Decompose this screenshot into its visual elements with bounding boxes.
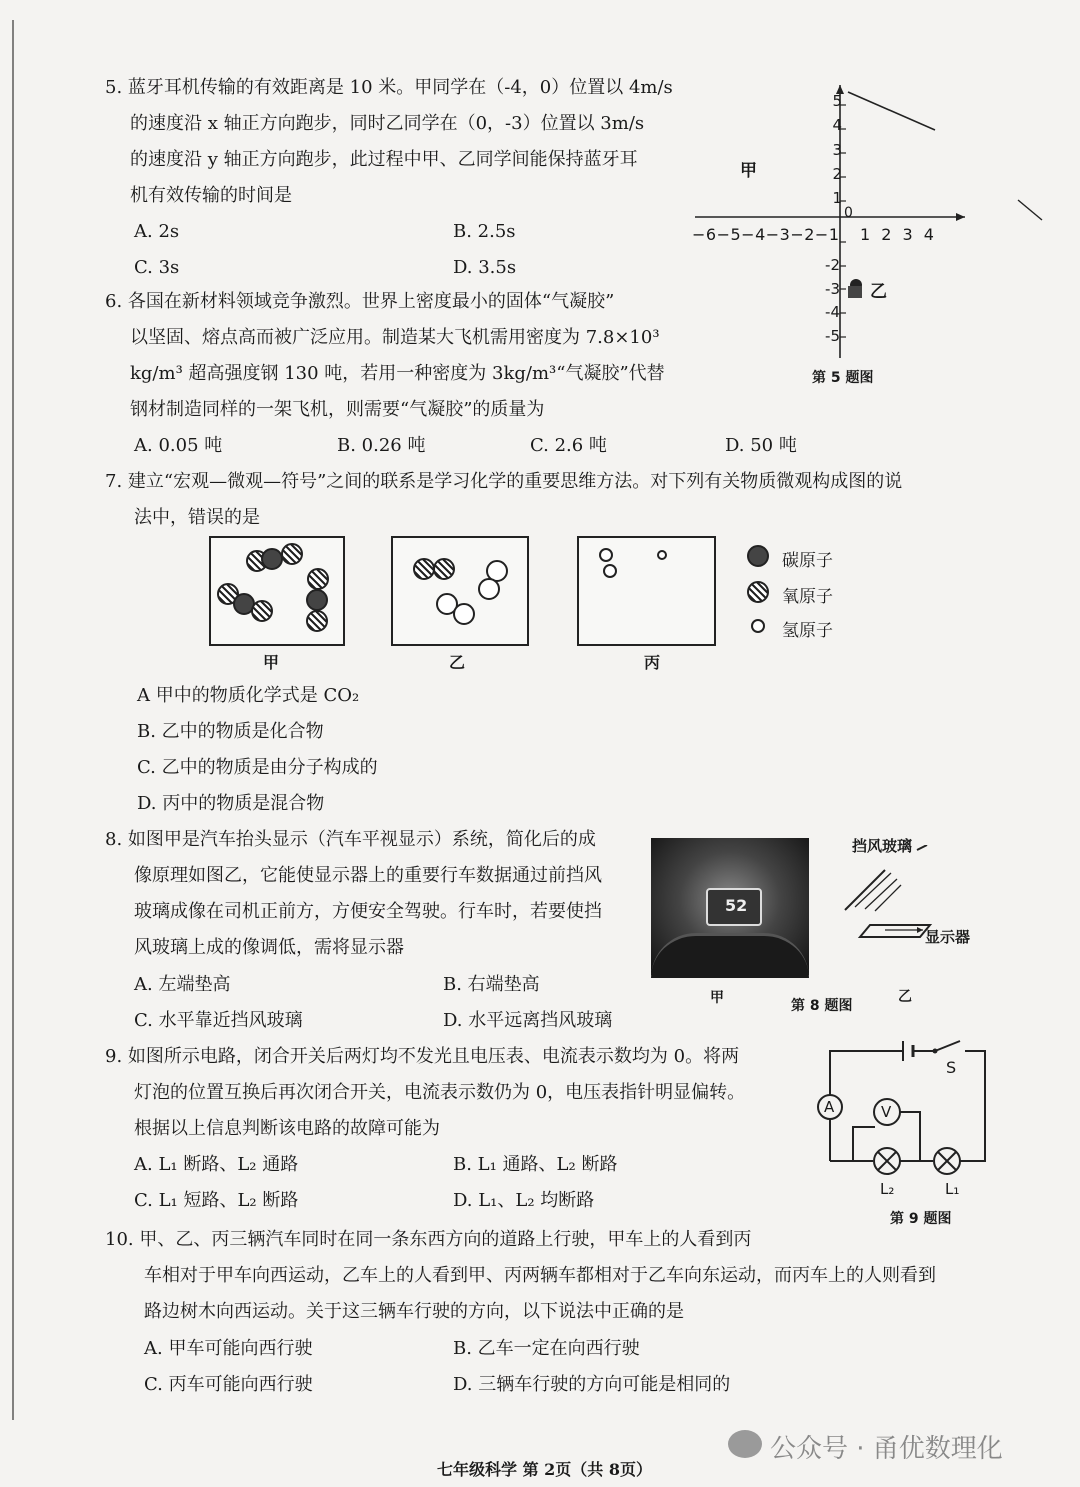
q5-origin-label: 0 [844, 205, 853, 221]
hydrogen-legend-icon [751, 619, 765, 633]
legend-carbon: 碳原子 [782, 551, 833, 571]
q6-option-b: B. 0.26 吨 [337, 435, 426, 456]
y-tick: 3 [832, 140, 842, 159]
q8-label-yi: 乙 [898, 989, 912, 1005]
q7-line1: 7. 建立“宏观—微观—符号”之间的联系是学习化学的重要思维方法。对下列有关物质微观构成图的说 [105, 471, 903, 492]
q5-line3: 的速度沿 y 轴正方向跑步，此过程中甲、乙同学间能保持蓝牙耳 [130, 149, 638, 170]
q7-option-d: D. 丙中的物质是混合物 [137, 793, 325, 814]
q5-option-b: B. 2.5s [453, 221, 516, 242]
hud-speed: 52 [725, 896, 748, 915]
hydrogen-atom [603, 564, 617, 578]
q8-option-b: B. 右端垫高 [443, 974, 540, 995]
q6-option-a: A. 0.05 吨 [134, 435, 223, 456]
q6-line3: kg/m³ 超高强度钢 130 吨，若用一种密度为 3kg/m³“气凝胶”代替 [130, 363, 665, 384]
oxygen-atom [306, 610, 328, 632]
q6-line2: 以坚固、熔点高而被广泛应用。制造某大飞机需用密度为 7.8×10³ [130, 327, 660, 348]
q5-y-tick-labels [822, 89, 842, 210]
q6-option-c: C. 2.6 吨 [530, 435, 607, 456]
oxygen-legend-icon [747, 581, 769, 603]
q5-x-ticks-negative: −6−5−4−3−2−1 [692, 225, 840, 244]
q6-line1: 6. 各国在新材料领域竞争激烈。世界上密度最小的固体“气凝胶” [105, 291, 615, 312]
y-tick: -2 [825, 256, 840, 274]
y-tick: 4 [832, 116, 842, 135]
q10-option-b: B. 乙车一定在向西行驶 [453, 1338, 640, 1359]
q5-label-yi: 乙 [870, 282, 887, 302]
q8-line2: 像原理如图乙，它能使显示器上的重要行车数据通过前挡风 [134, 865, 602, 886]
q8-option-c: C. 水平靠近挡风玻璃 [134, 1010, 303, 1031]
q8-line4: 风玻璃上成的像调低，需将显示器 [134, 937, 404, 958]
q5-line2: 的速度沿 x 轴正方向跑步，同时乙同学在（0，-3）位置以 3m/s [130, 113, 645, 134]
q9-option-b: B. L₁ 通路、L₂ 断路 [453, 1154, 618, 1175]
oxygen-atom [413, 558, 435, 580]
q8-line1: 8. 如图甲是汽车抬头显示（汽车平视显示）系统，简化后的成 [105, 829, 596, 850]
q10-line1: 10. 甲、乙、丙三辆汽车同时在同一条东西方向的道路上行驶，甲车上的人看到丙 [105, 1229, 752, 1250]
oxygen-atom [307, 568, 329, 590]
carbon-atom [306, 589, 328, 611]
ammeter-label: A [824, 1098, 835, 1116]
page-footer: 七年级科学 第 2页（共 8页） [437, 1460, 652, 1479]
carbon-legend-icon [747, 545, 769, 567]
q5-y-tick-labels-neg [812, 254, 840, 349]
hydrogen-atom [599, 548, 613, 562]
y-tick: 1 [832, 189, 842, 208]
oxygen-atom [433, 558, 455, 580]
q7-line2: 法中，错误的是 [134, 507, 260, 528]
q7-label-jia: 甲 [263, 653, 280, 672]
q8-option-d: D. 水平远离挡风玻璃 [443, 1010, 613, 1031]
q7-option-b: B. 乙中的物质是化合物 [137, 721, 324, 742]
voltmeter-label: V [881, 1103, 892, 1121]
q8-figure-caption: 第 8 题图 [791, 998, 853, 1014]
page-edge-line [12, 20, 14, 1420]
q9-option-d: D. L₁、L₂ 均断路 [453, 1190, 595, 1211]
hud-optics-diagram [835, 845, 945, 955]
q10-option-a: A. 甲车可能向西行驶 [144, 1338, 313, 1359]
q5-label-jia: 甲 [740, 161, 757, 181]
hud-photo [651, 838, 809, 975]
q9-line3: 根据以上信息判断该电路的故障可能为 [134, 1118, 440, 1139]
lamp-l1-label: L₁ [945, 1180, 960, 1198]
windshield-label: 挡风玻璃 [852, 837, 913, 855]
q7-label-bing: 丙 [644, 653, 661, 672]
switch-label: S [946, 1058, 957, 1077]
q10-line2: 车相对于甲车向西运动，乙车上的人看到甲、丙两辆车都相对于乙车向东运动，而丙车上的人则看到 [144, 1265, 936, 1286]
q8-label-jia: 甲 [710, 990, 724, 1006]
q9-line2: 灯泡的位置互换后再次闭合开关，电流表示数仍为 0，电压表指针明显偏转。 [134, 1082, 746, 1103]
q5-option-c: C. 3s [134, 257, 180, 278]
oxygen-atom [251, 600, 273, 622]
hydrogen-atom [453, 603, 475, 625]
q8-line3: 玻璃成像在司机正前方，方便安全驾驶。行车时，若要使挡 [134, 901, 602, 922]
q6-line4: 钢材制造同样的一架飞机，则需要“气凝胶”的质量为 [130, 399, 545, 420]
y-tick: 2 [832, 164, 842, 183]
oxygen-atom [281, 543, 303, 565]
q5-option-a: A. 2s [134, 221, 180, 242]
q7-box-yi [391, 536, 529, 646]
q8-option-a: A. 左端垫高 [134, 974, 231, 995]
carbon-atom [261, 548, 283, 570]
q10-option-c: C. 丙车可能向西行驶 [144, 1374, 313, 1395]
q10-line3: 路边树木向西运动。关于这三辆车行驶的方向，以下说法中正确的是 [144, 1301, 684, 1322]
q7-box-bing [577, 536, 716, 646]
q5-line4: 机有效传输的时间是 [130, 185, 292, 206]
q5-option-d: D. 3.5s [453, 257, 517, 278]
q9-option-c: C. L₁ 短路、L₂ 断路 [134, 1190, 299, 1211]
q9-option-a: A. L₁ 断路、L₂ 通路 [134, 1154, 299, 1175]
q9-figure-caption: 第 9 题图 [890, 1211, 952, 1227]
legend-oxygen: 氧原子 [782, 587, 833, 607]
q9-line1: 9. 如图所示电路，闭合开关后两灯均不发光且电压表、电流表示数均为 0。将两 [105, 1046, 740, 1067]
hydrogen-atom [657, 550, 667, 560]
legend-hydrogen: 氢原子 [782, 621, 833, 641]
hydrogen-atom [478, 578, 500, 600]
q7-option-c: C. 乙中的物质是由分子构成的 [137, 757, 378, 778]
q7-option-a: A 甲中的物质化学式是 CO₂ [137, 685, 360, 706]
y-tick: -4 [825, 303, 840, 322]
q6-option-d: D. 50 吨 [725, 435, 797, 456]
q5-figure-caption: 第 5 题图 [812, 370, 874, 386]
q7-label-yi: 乙 [449, 653, 466, 672]
lamp-l2-label: L₂ [880, 1180, 895, 1198]
q10-option-d: D. 三辆车行驶的方向可能是相同的 [453, 1374, 731, 1395]
watermark: 公众号 · 甬优数理化 [770, 1434, 1003, 1464]
q5-line1: 5. 蓝牙耳机传输的有效距离是 10 米。甲同学在（-4，0）位置以 4m/s [105, 77, 673, 98]
display-label: 显示器 [925, 928, 971, 946]
q5-x-ticks-positive: 1 2 3 4 [860, 225, 934, 244]
q7-box-jia [209, 536, 345, 646]
wechat-icon [728, 1430, 762, 1458]
y-tick: -5 [825, 327, 840, 346]
y-tick: -3 [825, 279, 840, 298]
q9-circuit-diagram [815, 1035, 995, 1205]
y-tick: 5 [832, 92, 842, 110]
